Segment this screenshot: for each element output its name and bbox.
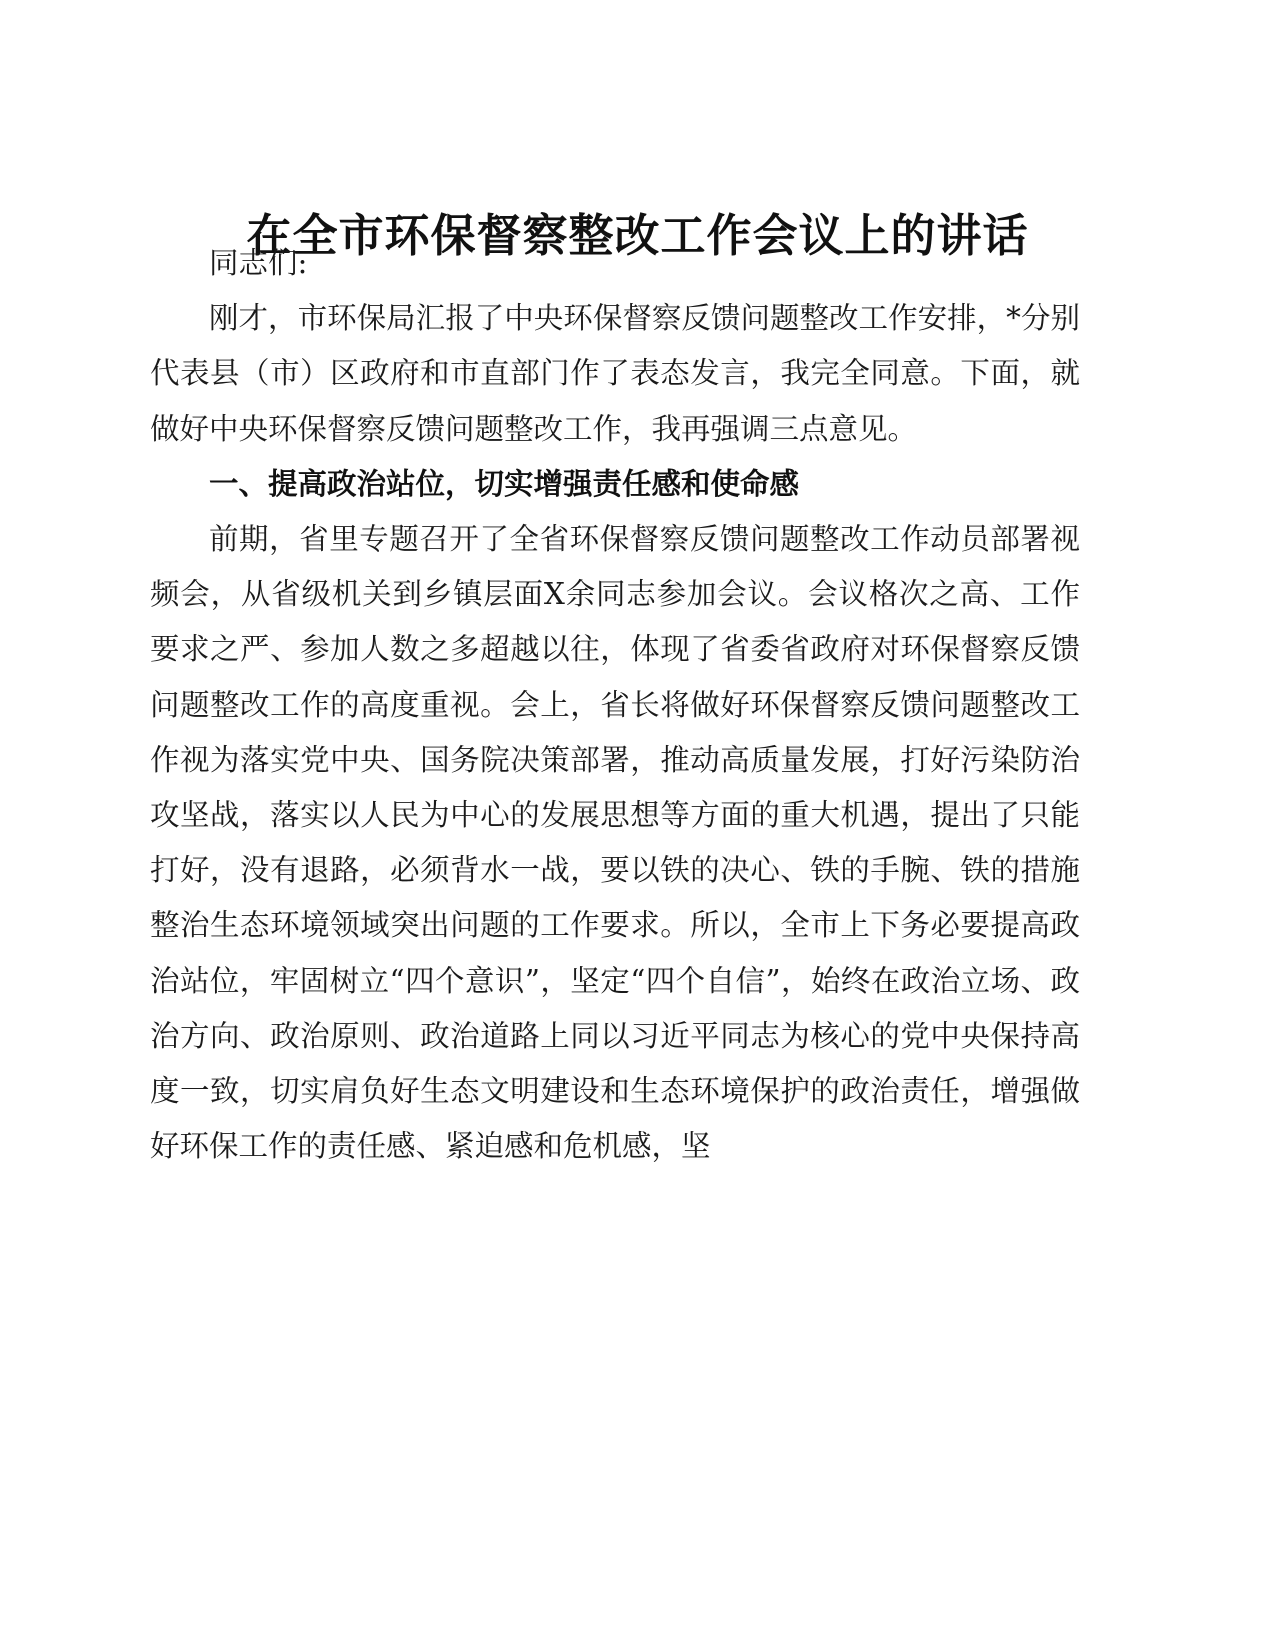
- greeting: 同志们:: [209, 246, 308, 280]
- document-body: [150, 236, 1080, 1174]
- section-heading: 一、提高政治站位，切实增强责任感和使命感: [209, 466, 800, 501]
- intro-paragraph: 刚才，市环保局汇报了中央环保督察反馈问题整改工作安排，*分别代表县（市）区政府和市直部门作了表态发言，我完全同意。下面，就做好中央环保督察反馈问题整改工作，我再强调三点意见。: [150, 301, 1080, 446]
- document-title: 在全市环保督察整改工作会议上的讲话: [246, 209, 1029, 263]
- section-paragraph: 前期，省里专题召开了全省环保督察反馈问题整改工作动员部署视频会，从省级机关到乡镇层面X余同志参加会议。会议格次之高、工作要求之严、参加人数之多超越以往，体现了省委省政府对环保督察反馈问题整改工作的高度重视。会上，省长将做好环保督察反馈问题整改工作视为落实党中央、国务院决策部署，推动高质量发展，打好污染防治攻坚战，落实以人民为中心的发展思想等方面的重大机遇，提出了只能打好，没有退路，必须背水一战，要以铁的决心、铁的手腕、铁的措施整治生态环境领域突出问题的工作要求。所以，全市上下务必要提高政治站位，牢固树立“四个意识”，坚定“四个自信”，始终在政治立场、政治方向、政治原则、政治道路上同以习近平同志为核心的党中央保持高度一致，切实肩负好生态文明建设和生态环境保护的政治责任，增强做好环保工作的责任感、紧迫感和危机感，坚: [150, 522, 1080, 1164]
